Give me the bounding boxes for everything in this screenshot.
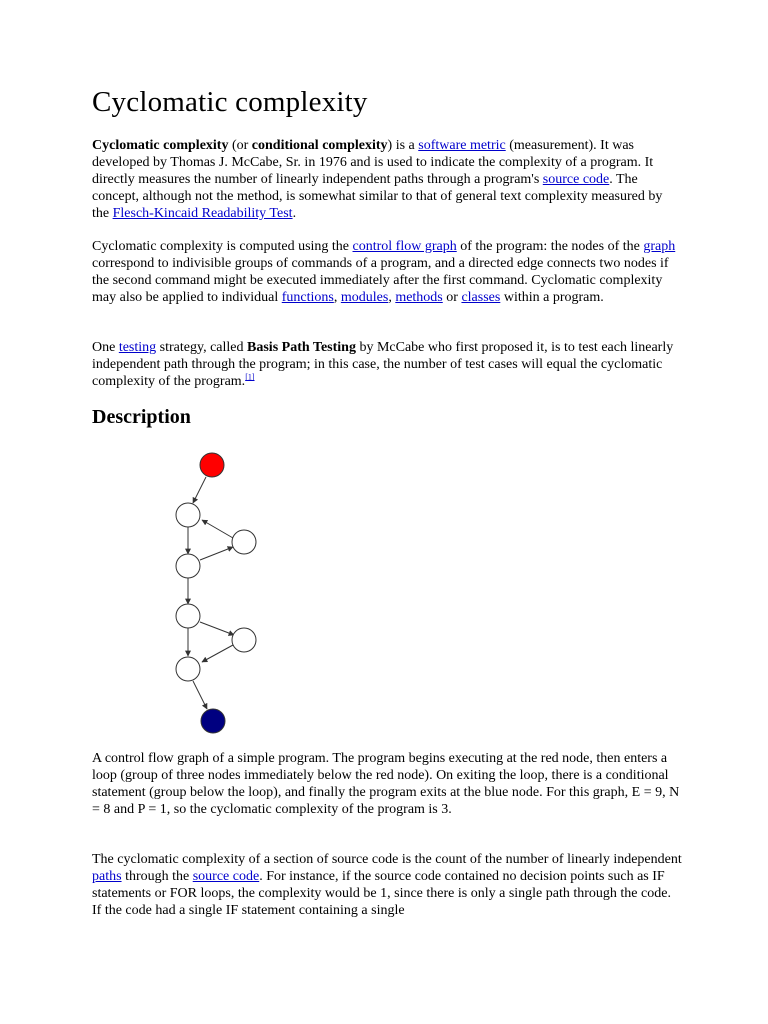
edge-side-to-merge — [202, 645, 233, 662]
intro-paragraph: Cyclomatic complexity (or conditional complexity) is a software metric (measurement). It was developed by Thomas J. McCabe, Sr. in 1976 and is used to indicate the complexity of a program. It directly measures the number of linearly independent paths through a program's source code. The concept, although not the method, is somewhat similar to that of general text complexity measured by the Flesch-Kincaid Readability Test. — [92, 138, 663, 221]
link-modules[interactable]: modules — [340, 290, 389, 305]
section-heading-description: Description — [92, 406, 191, 428]
reference-1[interactable]: [1] — [245, 372, 255, 382]
graph-caption: A control flow graph of a simple program. The program begins executing at the red node, then enters a loop (group of three nodes immediately below the red node). On exiting the loop, there is a conditional statement (group below the loop), and finally the program exits at the blue node. For this graph, E = 9, N = 8 and P = 1, so the cyclomatic complexity of the program is 3. — [92, 751, 680, 817]
link-source-code-2[interactable]: source code — [192, 869, 260, 884]
link-methods[interactable]: methods — [395, 290, 443, 305]
term-cyclomatic-complexity: Cyclomatic complexity — [92, 138, 229, 153]
control-flow-graph-diagram — [160, 448, 270, 743]
loop-node-2 — [232, 530, 256, 554]
link-functions[interactable]: functions — [281, 290, 334, 305]
merge-node — [176, 657, 200, 681]
link-classes[interactable]: classes — [461, 290, 501, 305]
testing-paragraph: One testing strategy, called Basis Path Testing by McCabe who first proposed it, is to test each linearly independent path through the program; in this case, the number of test cases will equal the cyclomatic complexity of the program.[1] — [92, 340, 674, 389]
term-conditional-complexity: conditional complexity — [251, 138, 388, 153]
link-software-metric[interactable]: software metric — [418, 138, 506, 153]
link-graph[interactable]: graph — [643, 239, 676, 254]
link-flesch-kincaid[interactable]: Flesch-Kincaid Readability Test — [112, 206, 293, 221]
edge-loop-back — [202, 520, 233, 538]
cfg-paragraph: Cyclomatic complexity is computed using the control flow graph of the program: the nodes of the graph correspond to indivisible groups of commands of a program, and a directed edge connects two nodes if the second command might be executed immediately after the first command. Cyclomatic complexity may also be applied to individual functions, modules, methods or classes within a program. — [92, 239, 676, 305]
term-basis-path-testing: Basis Path Testing — [247, 340, 356, 355]
branch-side-node — [232, 628, 256, 652]
edge-loop-to-side — [200, 547, 233, 560]
link-control-flow-graph[interactable]: control flow graph — [352, 239, 457, 254]
start-node-red — [200, 453, 224, 477]
edge-merge-to-exit — [193, 681, 207, 709]
edge-branch-to-side — [200, 622, 234, 635]
link-source-code[interactable]: source code — [542, 172, 610, 187]
link-testing[interactable]: testing — [118, 340, 157, 355]
source-code-paragraph: The cyclomatic complexity of a section of source code is the count of the number of linearly independent paths through the source code. For instance, if the source code contained no decision points such as IF statements or FOR loops, the complexity would be 1, since there is only a single path through the code. If the code had a single IF statement containing a single — [92, 852, 682, 918]
edge-start-to-loop — [193, 477, 206, 503]
page-title: Cyclomatic complexity — [92, 86, 368, 118]
loop-node-1 — [176, 503, 200, 527]
link-paths[interactable]: paths — [92, 869, 122, 884]
loop-node-3 — [176, 554, 200, 578]
branch-node — [176, 604, 200, 628]
end-node-blue — [201, 709, 225, 733]
